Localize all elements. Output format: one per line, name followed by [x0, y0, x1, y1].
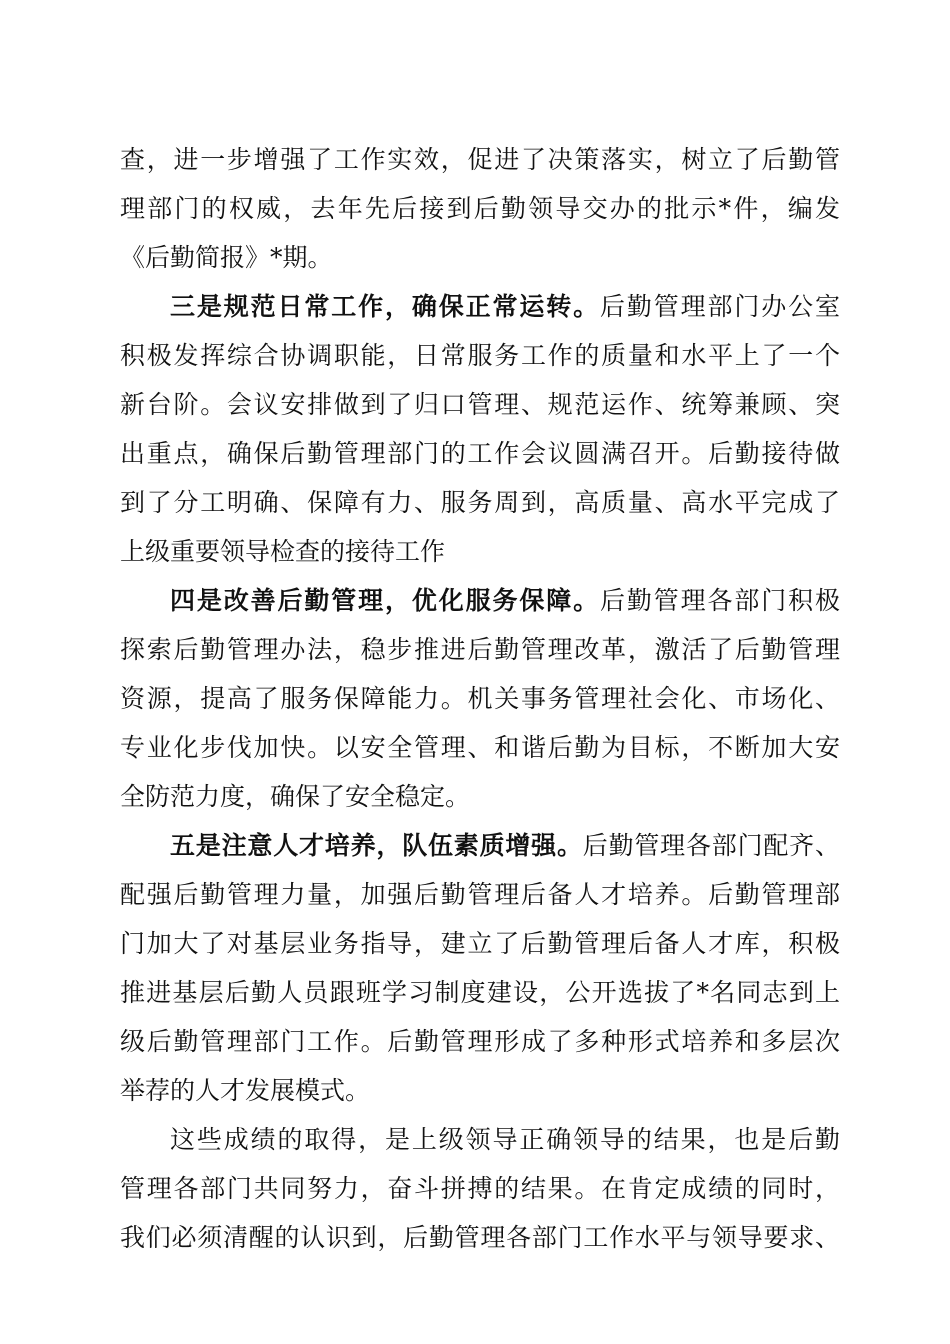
paragraph-3 — [120, 576, 840, 821]
paragraph-1 — [120, 135, 840, 282]
text-line: 这些成绩的取得，是上级领导正确领导的结果，也是后勤 — [170, 1125, 840, 1154]
text-line: 门加大了对基层业务指导，建立了后勤管理后备人才库，积极 — [120, 929, 840, 958]
paragraph-2 — [120, 282, 840, 576]
text-line: 上级重要领导检查的接待工作 — [120, 537, 446, 566]
text-line: 管理各部门共同努力，奋斗拼搏的结果。在肯定成绩的同时， — [120, 1174, 840, 1203]
text-line: 探索后勤管理办法，稳步推进后勤管理改革，激活了后勤管理 — [120, 635, 840, 664]
text-line: 推进基层后勤人员跟班学习制度建设，公开选拔了*名同志到上 — [120, 978, 840, 1007]
text-line: 理部门的权威，去年先后接到后勤领导交办的批示*件，编发 — [120, 194, 840, 223]
text-line: 到了分工明确、保障有力、服务周到，高质量、高水平完成了 — [120, 488, 840, 517]
text-line: 《后勤简报》*期。 — [120, 243, 333, 272]
text-line: 配强后勤管理力量，加强后勤管理后备人才培养。后勤管理部 — [120, 880, 840, 909]
text-line: 我们必须清醒的认识到，后勤管理各部门工作水平与领导要求、 — [120, 1223, 840, 1252]
text-line: 查，进一步增强了工作实效，促进了决策落实，树立了后勤管 — [120, 145, 840, 174]
text-line — [120, 576, 840, 625]
text-span: 后勤管理各部门配齐、 — [582, 831, 840, 860]
text-line: 新台阶。会议安排做到了归口管理、规范运作、统筹兼顾、突 — [120, 390, 840, 419]
text-line: 举荐的人才发展模式。 — [120, 1076, 371, 1105]
text-line — [120, 821, 840, 870]
document-body — [120, 135, 840, 1262]
paragraph-5 — [120, 1115, 840, 1262]
text-line: 专业化步伐加快。以安全管理、和谐后勤为目标，不断加大安 — [120, 733, 840, 762]
paragraph-lead: 四是改善后勤管理，优化服务保障。 — [170, 586, 600, 615]
paragraph-lead: 三是规范日常工作，确保正常运转。 — [170, 292, 600, 321]
text-line: 级后勤管理部门工作。后勤管理形成了多种形式培养和多层次 — [120, 1027, 840, 1056]
paragraph-4 — [120, 821, 840, 1115]
text-line: 全防范力度，确保了安全稳定。 — [120, 782, 471, 811]
text-line: 出重点，确保后勤管理部门的工作会议圆满召开。后勤接待做 — [120, 439, 840, 468]
text-span: 后勤管理部门办公室 — [599, 292, 840, 321]
paragraph-lead: 五是注意人才培养，队伍素质增强。 — [170, 831, 583, 860]
text-span: 后勤管理各部门积极 — [599, 586, 840, 615]
text-line: 资源，提高了服务保障能力。机关事务管理社会化、市场化、 — [120, 684, 840, 713]
text-line — [120, 282, 840, 331]
text-line: 积极发挥综合协调职能，日常服务工作的质量和水平上了一个 — [120, 341, 840, 370]
